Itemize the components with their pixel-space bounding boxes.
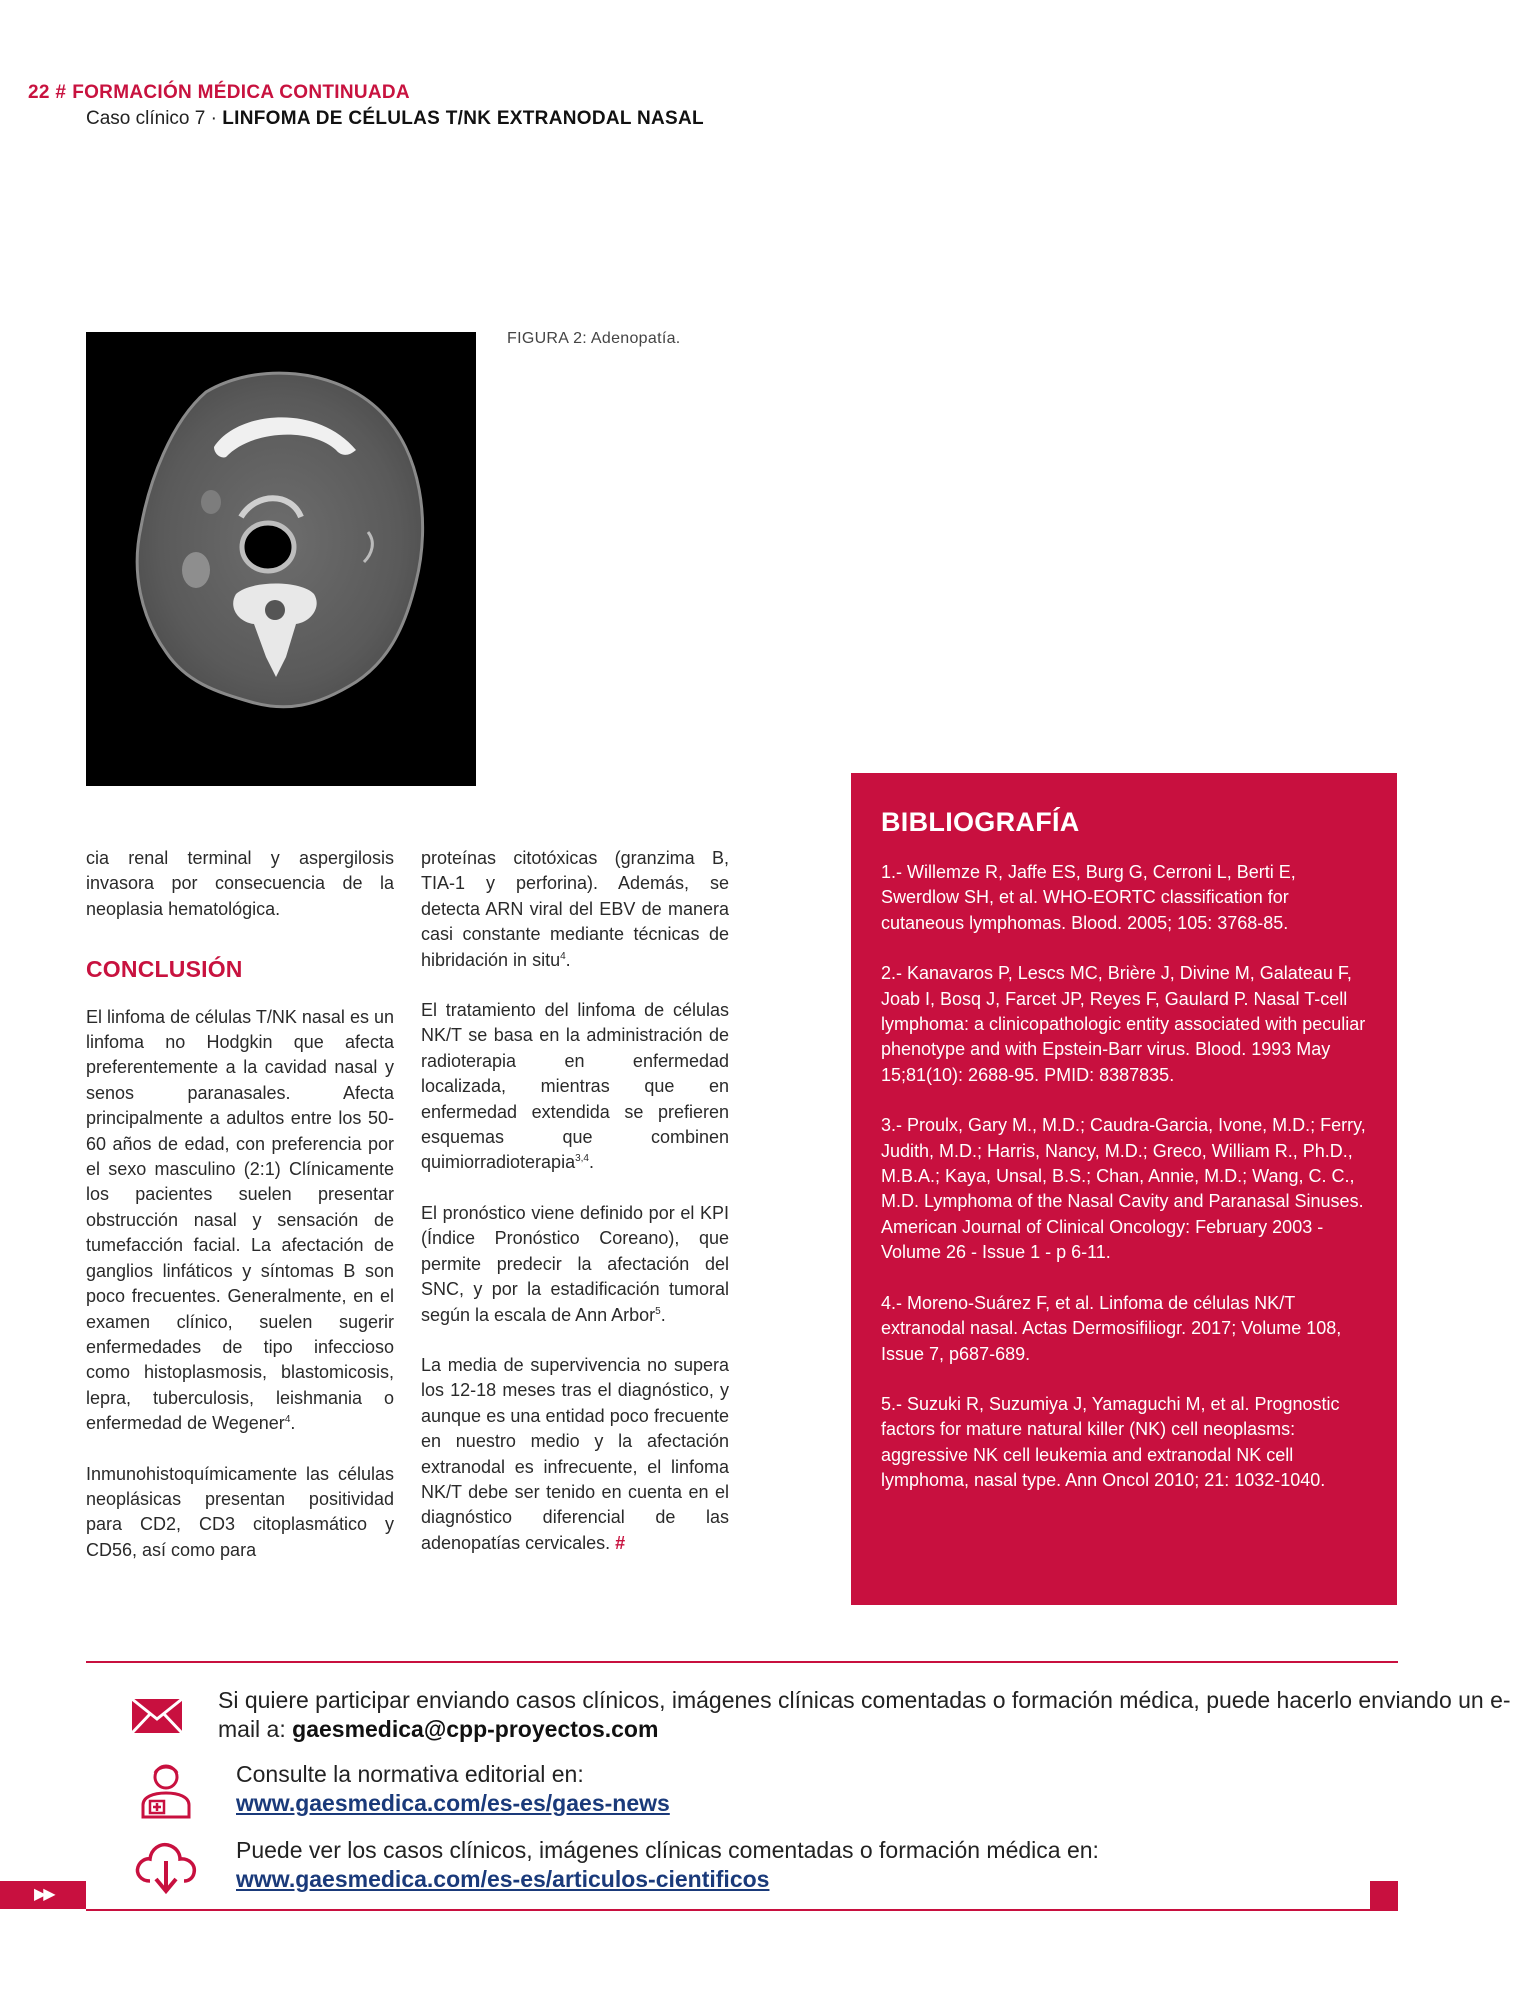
column2-paragraph-1-text: proteínas citotóxicas (granzima B, TIA-1 y perforina). Además, se detecta ARN viral del EBV de manera casi constante mediante técnicas de hibridación in situ <box>421 848 729 970</box>
page-header <box>28 82 704 130</box>
citation-superscript: 5 <box>655 1305 661 1317</box>
column2-paragraph-3-text: El pronóstico viene definido por el KPI (Índice Pronóstico Coreano), que permite predecir la afectación del SNC, y por la estadificación tumoral según la escala de Ann Arbor <box>421 1202 729 1325</box>
text-column-1 <box>86 846 394 1588</box>
column1-paragraph-2-text: El linfoma de células T/NK nasal es un linfoma no Hodgkin que afecta preferentemente a la cavidad nasal y senos paranasales. Afecta principalmente a adultos entre los 50-60 años de edad, con preferencia por el sexo masculino (2:1) Clínicamente los pacientes suelen presentar obstrucción nasal y sensación de tumefacción facial. La afectación de ganglios linfáticos y síntomas B son poco frecuentes. Generalmente, en el examen clínico, suelen sugerir enfermedades de tipo infeccioso como histoplasmosis, blastomicosis, lepra, tuberculosis, leishmania o enfermedad de Wegener <box>86 1006 394 1434</box>
citation-superscript: 3,4 <box>575 1153 589 1165</box>
bibliography-ref: 1.- Willemze R, Jaffe ES, Burg G, Cerroni L, Berti E, Swerdlow SH, et al. WHO-EORTC classification for cutaneous lymphomas. Blood. 2005; 105: 3768-85. <box>881 862 1296 933</box>
sentence-end: . <box>660 1304 666 1325</box>
column1-paragraph-1: cia renal terminal y aspergilosis invasora por consecuencia de la neoplasia hematológica. <box>86 848 394 919</box>
case-title-line <box>86 108 704 130</box>
end-mark: # <box>615 1532 626 1553</box>
ct-scan-drawing <box>86 332 476 786</box>
corner-accent <box>1370 1881 1398 1909</box>
column2-paragraph-4 <box>421 1353 729 1556</box>
bibliography-ref: 2.- Kanavaros P, Lescs MC, Brière J, Divine M, Galateau F, Joab I, Bosq J, Farcet JP, Reyes F, Gaulard P. Nasal T-cell lymphoma: a clinicopathologic entity associated with peculiar phenotype and with Epstein-Barr virus. Blood. 1993 May 15;81(10): 2688-95. PMID: 8387835. <box>881 963 1366 1085</box>
editorial-rules-row <box>130 1760 670 1820</box>
editorial-rules-text <box>236 1760 670 1818</box>
ct-scan-image <box>86 332 476 786</box>
doctor-icon <box>130 1760 202 1820</box>
header-section-line <box>28 82 704 104</box>
column1-paragraph-3: Inmunohistoquímicamente las células neoplásicas presentan positividad para CD2, CD3 citoplasmático y CD56, así como para <box>86 1463 394 1560</box>
email-intro: Si quiere participar enviando casos clínicos, imágenes clínicas comentadas o formación médica, puede hacerlo enviando un e-mail a: <box>218 1687 1511 1742</box>
sentence-end: . <box>589 1152 595 1173</box>
column2-paragraph-2-text: El tratamiento del linfoma de células NK/T se basa en la administración de radioterapia en enfermedad localizada, mientras que en enfermedad extendida se prefieren esquemas que combinen quimiorradioterapia <box>421 1000 729 1173</box>
articles-text <box>236 1836 1099 1894</box>
citation-superscript: 4 <box>284 1414 291 1426</box>
email-link[interactable]: gaesmedica@cpp-proyectos.com <box>292 1716 659 1742</box>
articles-link[interactable]: www.gaesmedica.com/es-es/articulos-cientificos <box>236 1866 770 1892</box>
column2-paragraph-4-text: La media de supervivencia no supera los 12-18 meses tras el diagnóstico, y aunque es una entidad poco frecuente en nuestro medio y la afectación extranodal es infrecuente, el linfoma NK/T debe ser tenido en cuenta en el diagnóstico diferencial de las adenopatías cervicales. <box>421 1354 729 1553</box>
bibliography-ref: 5.- Suzuki R, Suzumiya J, Yamaguchi M, et al. Prognostic factors for mature natural killer (NK) cell neoplasms: aggressive NK cell leukemia and extranodal NK cell lymphoma, nasal type. Ann Oncol 2010; 21: 1032-1040. <box>881 1393 1340 1491</box>
column2-paragraph-1 <box>421 846 729 973</box>
section-title: FORMACIÓN MÉDICA CONTINUADA <box>72 82 410 103</box>
sentence-end: . <box>565 949 571 970</box>
bibliography-title: BIBLIOGRAFÍA <box>881 807 1080 837</box>
figure-caption: FIGURA 2: Adenopatía. <box>507 330 681 347</box>
next-page-arrow[interactable]: ▶▶ <box>0 1881 86 1909</box>
bibliography-ref: 3.- Proulx, Gary M., M.D.; Caudra-Garcia, Ivone, M.D.; Ferry, Judith, M.D.; Harris, Nancy, M.D.; Greco, William R., Ph.D., M.B.A.; Kaya, Unsal, B.S.; Chan, Annie, M.D.; Wang, C. C., M.D. Lymphoma of the Nasal Cavity and Paranasal Sinuses. American Journal of Clinical Oncology: February 2003 - Volume 26 - Issue 1 - p 6-11. <box>881 1115 1366 1263</box>
footer-bottom-divider <box>86 1909 1398 1911</box>
footer-top-divider <box>86 1661 1398 1663</box>
bibliography-ref: 4.- Moreno-Suárez F, et al. Linfoma de células NK/T extranodal nasal. Actas Dermosifiliogr. 2017; Volume 108, Issue 7, p687-689. <box>881 1292 1342 1364</box>
column2-paragraph-2 <box>421 998 729 1176</box>
column2-paragraph-3 <box>421 1201 729 1328</box>
editorial-rules-intro: Consulte la normativa editorial en: <box>236 1761 584 1787</box>
case-title: LINFOMA DE CÉLULAS T/NK EXTRANODAL NASAL <box>222 108 704 129</box>
citation-superscript: 4 <box>560 950 566 962</box>
bibliography-box <box>851 773 1397 1605</box>
articles-intro: Puede ver los casos clínicos, imágenes clínicas comentadas o formación médica en: <box>236 1837 1099 1863</box>
sentence-end: . <box>290 1413 296 1434</box>
column1-paragraph-2 <box>86 1005 394 1437</box>
gaes-news-link[interactable]: www.gaesmedica.com/es-es/gaes-news <box>236 1790 670 1816</box>
contact-email-row <box>130 1686 1516 1746</box>
text-column-2 <box>421 846 729 1581</box>
conclusion-heading: CONCLUSIÓN <box>86 956 243 983</box>
contact-email-text <box>218 1686 1516 1744</box>
cloud-download-icon <box>130 1836 202 1896</box>
page-number: 22 # <box>28 82 67 103</box>
envelope-icon <box>130 1686 184 1746</box>
case-prefix: Caso clínico 7 · <box>86 108 217 129</box>
articles-row <box>130 1836 1099 1896</box>
